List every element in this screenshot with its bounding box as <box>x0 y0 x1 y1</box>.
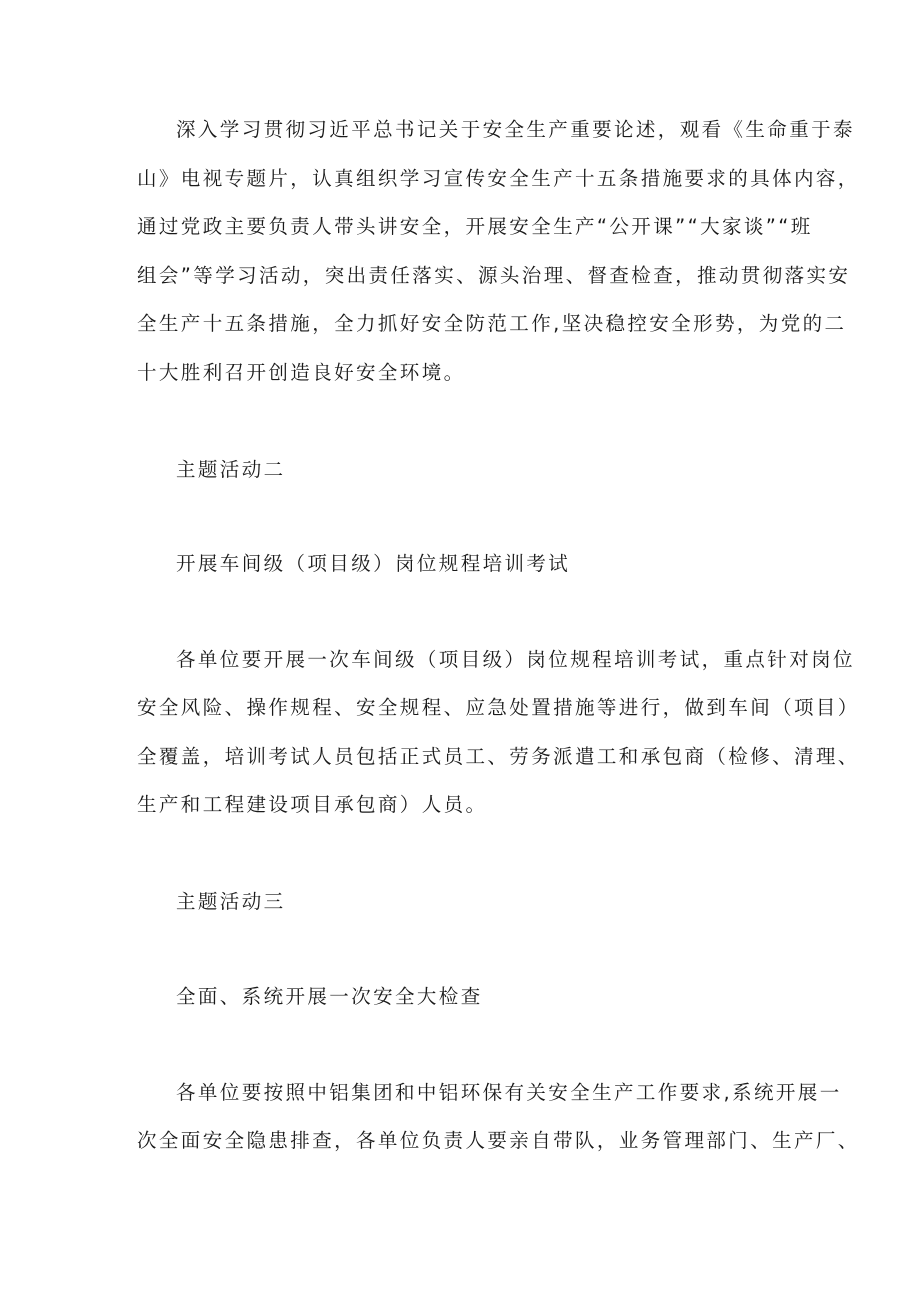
heading-activity-2: 主题活动二 <box>176 458 286 481</box>
paragraph-1-line-5: 全生产十五条措施，全力抓好安全防范工作,坚决稳控安全形势，为党的二 <box>137 312 847 335</box>
paragraph-1-line-6: 十大胜利召开创造良好安全环境。 <box>137 361 466 384</box>
paragraph-2-line-2: 安全风险、操作规程、安全规程、应急处置措施等进行，做到车间（项目） <box>137 696 860 719</box>
paragraph-1-line-2: 山》电视专题片，认真组织学习宣传安全生产十五条措施要求的具体内容， <box>137 167 860 190</box>
paragraph-2-line-3: 全覆盖，培训考试人员包括正式员工、劳务派遣工和承包商（检修、清理、 <box>137 745 860 768</box>
heading-activity-3: 主题活动三 <box>176 890 286 913</box>
paragraph-3-line-1: 各单位要按照中铝集团和中铝环保有关安全生产工作要求,系统开展一 <box>176 1081 842 1104</box>
paragraph-1-line-1: 深入学习贯彻习近平总书记关于安全生产重要论述，观看《生命重于泰 <box>176 118 855 141</box>
paragraph-2-line-4: 生产和工程建设项目承包商）人员。 <box>137 793 488 816</box>
paragraph-1-line-3: 通过党政主要负责人带头讲安全，开展安全生产“公开课”“大家谈”“班 <box>137 215 813 238</box>
subheading-activity-3: 全面、系统开展一次安全大检查 <box>176 985 483 1008</box>
paragraph-2-line-1: 各单位要开展一次车间级（项目级）岗位规程培训考试，重点针对岗位 <box>176 648 855 671</box>
subheading-activity-2: 开展车间级（项目级）岗位规程培训考试 <box>176 552 571 575</box>
paragraph-3-line-2: 次全面安全隐患排查，各单位负责人要亲自带队，业务管理部门、生产厂、 <box>137 1129 860 1152</box>
paragraph-1-line-4: 组会”等学习活动，突出责任落实、源头治理、督查检查，推动贯彻落实安 <box>137 264 851 287</box>
